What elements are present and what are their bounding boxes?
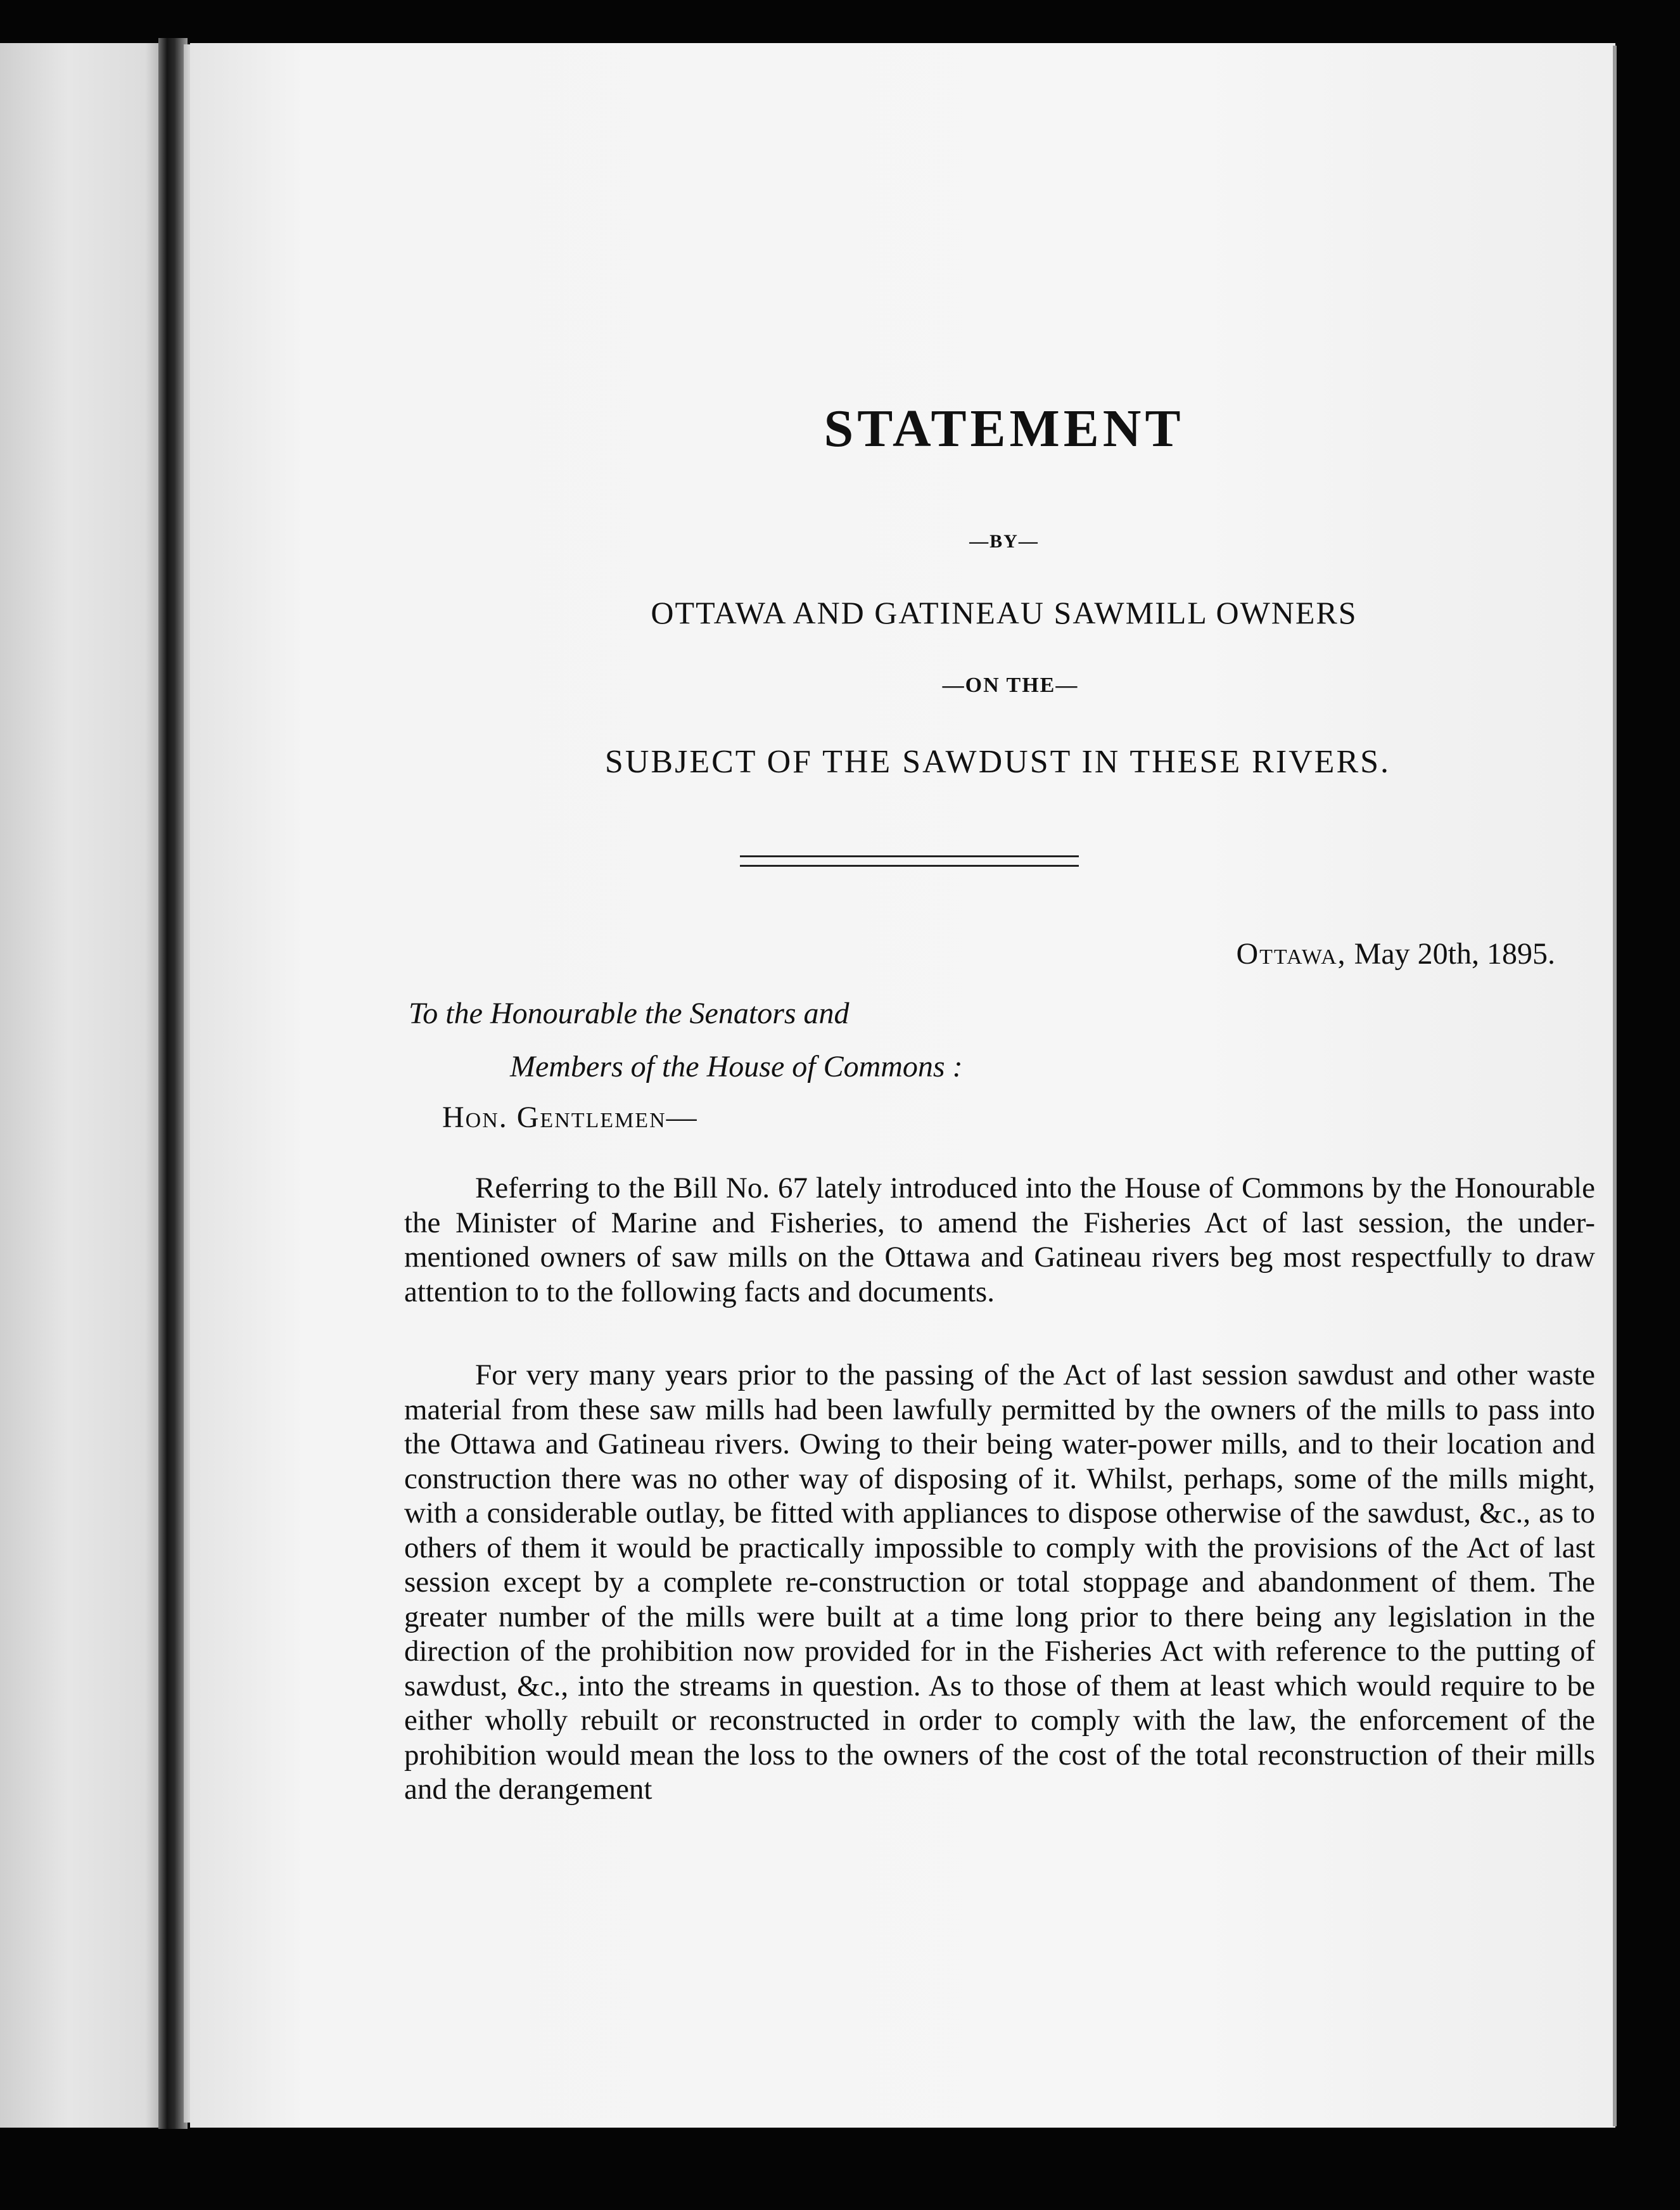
subtitle-line-2: SUBJECT OF THE SAWDUST IN THESE RIVERS. bbox=[604, 744, 1391, 780]
double-rule-divider bbox=[740, 855, 1079, 867]
on-the-line: —ON THE— bbox=[942, 674, 1079, 697]
document-page bbox=[190, 43, 1615, 2128]
document-title: STATEMENT bbox=[824, 399, 1185, 458]
dateline bbox=[1236, 936, 1555, 971]
subtitle-line-1: OTTAWA AND GATINEAU SAWMILL OWNERS bbox=[651, 595, 1358, 630]
by-line: —BY— bbox=[969, 531, 1039, 552]
body-paragraph-2: For very many years prior to the passing of the Act of last session sawdust and other waste material from these saw mills had been lawfully permitted by the owners of the mills to pass into the Ottawa and Gatineau rivers. Owing to their being water-power mills, and to their location and construction there was no other way of disposing of it. Whilst, perhaps, some of the mills might, with a considerable outlay, be fitted with appliances to dispose otherwise of the sawdust, &c., as to others of them it would be practically impossible to comply with the provisions of the Act of last session except by a complete re-construction or total stoppage and abandonment of them. The greater number of the mills were built at a time long prior to there being any legislation in the direction of the prohibition now provided for in the Fisheries Act with reference to the putting of sawdust, &c., into the streams in question. As to those of them at least which would require to be either wholly rebuilt or reconstructed in order to comply with the law, the enforcement of the prohibition would mean the loss to the owners of the cost of the total reconstruction of their mills and the derangement bbox=[404, 1358, 1595, 1806]
body-paragraph-1: Referring to the Bill No. 67 lately introduced into the House of Commons by the Honourable the Minister of Marine and Fisheries, to amend the Fisheries Act of last session, the under-mentioned owners of saw mills on the Ottawa and Gatineau rivers beg most respectfully to draw attention to to the following facts and documents. bbox=[404, 1172, 1595, 1308]
salutation: Hon. Gentlemen— bbox=[442, 1101, 698, 1134]
addressee-line-2: Members of the House of Commons : bbox=[510, 1050, 963, 1083]
dateline-place: Ottawa, bbox=[1236, 937, 1347, 971]
addressee-line-1: To the Honourable the Senators and bbox=[409, 997, 850, 1030]
dateline-date: May 20th, 1895. bbox=[1346, 937, 1555, 971]
previous-page-edge bbox=[0, 43, 171, 2128]
addressee bbox=[409, 987, 963, 1094]
page-right-edge bbox=[1613, 46, 1617, 2126]
